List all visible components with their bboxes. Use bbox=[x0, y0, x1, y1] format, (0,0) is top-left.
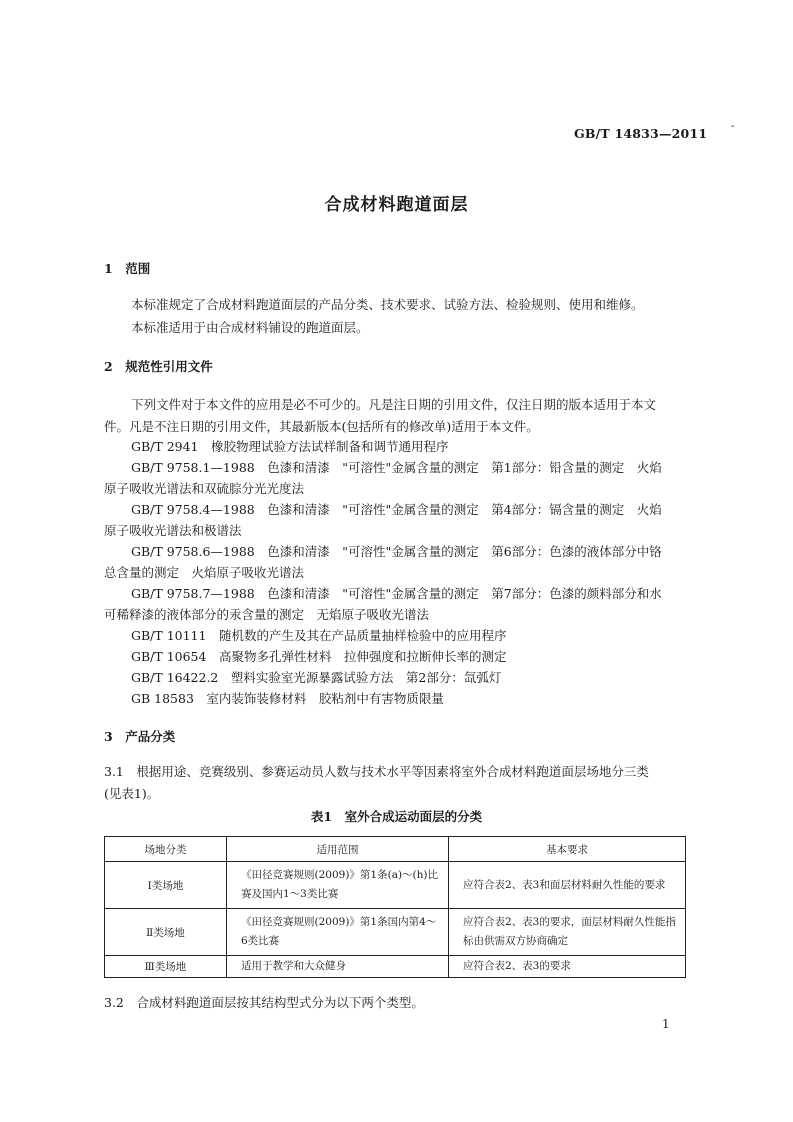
table-cell: Ⅲ类场地 bbox=[105, 956, 227, 978]
table-cell: Ⅰ类场地 bbox=[105, 862, 227, 909]
page-number: 1 bbox=[662, 1017, 670, 1031]
column-header: 基本要求 bbox=[449, 837, 686, 862]
section-2-heading: 2 规范性引用文件 bbox=[104, 359, 213, 374]
table-row bbox=[105, 909, 686, 956]
table-cell: 《田径竞赛规则(2009)》第1条国内第4～6类比赛 bbox=[227, 909, 449, 956]
clause-3-1-line: (见表1)。 bbox=[104, 786, 160, 801]
section-1-line: 本标准规定了合成材料跑道面层的产品分类、技术要求、试验方法、检验规则、使用和维修。 bbox=[131, 297, 644, 312]
reference-line: GB/T 10111 随机数的产生及其在产品质量抽样检验中的应用程序 bbox=[131, 628, 507, 643]
section-1-heading: 1 范围 bbox=[104, 261, 151, 276]
reference-line: 总含量的测定 火焰原子吸收光谱法 bbox=[104, 565, 305, 580]
reference-line: GB/T 10654 高聚物多孔弹性材料 拉伸强度和拉断伸长率的测定 bbox=[131, 649, 507, 664]
reference-line: 可稀释漆的液体部分的汞含量的测定 无焰原子吸收光谱法 bbox=[104, 607, 430, 622]
column-header: 适用范围 bbox=[227, 837, 449, 862]
reference-line: 原子吸收光谱法和极谱法 bbox=[104, 523, 242, 538]
classification-table bbox=[104, 836, 686, 978]
standard-number: GB/T 14833—2011 bbox=[574, 126, 708, 141]
section-1-line: 本标准适用于由合成材料铺设的跑道面层。 bbox=[131, 320, 369, 335]
table-cell: 应符合表2、表3的要求 bbox=[449, 956, 686, 978]
reference-line: 原子吸收光谱法和双硫腙分光光度法 bbox=[104, 481, 305, 496]
clause-3-2: 3.2 合成材料跑道面层按其结构型式分为以下两个类型。 bbox=[104, 995, 424, 1010]
table-cell: 应符合表2、表3和面层材料耐久性能的要求 bbox=[449, 862, 686, 909]
table-caption: 表1 室外合成运动面层的分类 bbox=[310, 809, 483, 824]
table-header-row bbox=[105, 837, 686, 862]
corner-mark: - bbox=[731, 121, 735, 132]
table-cell: 《田径竞赛规则(2009)》第1条(a)～(h)比赛及国内1～3类比赛 bbox=[227, 862, 449, 909]
reference-line: GB/T 2941 橡胶物理试验方法试样制备和调节通用程序 bbox=[131, 439, 449, 454]
column-header: 场地分类 bbox=[105, 837, 227, 862]
section-2-intro-line: 下列文件对于本文件的应用是必不可少的。凡是注日期的引用文件，仅注日期的版本适用于本文 bbox=[131, 397, 657, 412]
reference-line: GB 18583 室内装饰装修材料 胶粘剂中有害物质限量 bbox=[131, 691, 444, 706]
clause-3-1-line: 3.1 根据用途、竞赛级别、参赛运动员人数与技术水平等因素将室外合成材料跑道面层场地分三类 bbox=[104, 764, 649, 779]
reference-line: GB/T 9758.4—1988 色漆和清漆 "可溶性"金属含量的测定 第4部分：镉含量的测定 火焰 bbox=[131, 502, 662, 517]
reference-line: GB/T 9758.1—1988 色漆和清漆 "可溶性"金属含量的测定 第1部分：铅含量的测定 火焰 bbox=[131, 460, 662, 475]
reference-line: GB/T 16422.2 塑料实验室光源暴露试验方法 第2部分：氙弧灯 bbox=[131, 670, 502, 685]
table-cell: Ⅱ类场地 bbox=[105, 909, 227, 956]
table-row bbox=[105, 862, 686, 909]
reference-line: GB/T 9758.7—1988 色漆和清漆 "可溶性"金属含量的测定 第7部分：色漆的颜料部分和水 bbox=[131, 586, 662, 601]
section-3-heading: 3 产品分类 bbox=[104, 729, 176, 744]
table-cell: 适用于教学和大众健身 bbox=[227, 956, 449, 978]
table-cell: 应符合表2、表3的要求，面层材料耐久性能指标由供需双方协商确定 bbox=[449, 909, 686, 956]
document-title: 合成材料跑道面层 bbox=[324, 195, 469, 215]
table-row bbox=[105, 956, 686, 978]
reference-line: GB/T 9758.6—1988 色漆和清漆 "可溶性"金属含量的测定 第6部分：色漆的液体部分中铬 bbox=[131, 544, 662, 559]
section-2-intro-line: 件。凡是不注日期的引用文件，其最新版本(包括所有的修改单)适用于本文件。 bbox=[104, 419, 539, 434]
